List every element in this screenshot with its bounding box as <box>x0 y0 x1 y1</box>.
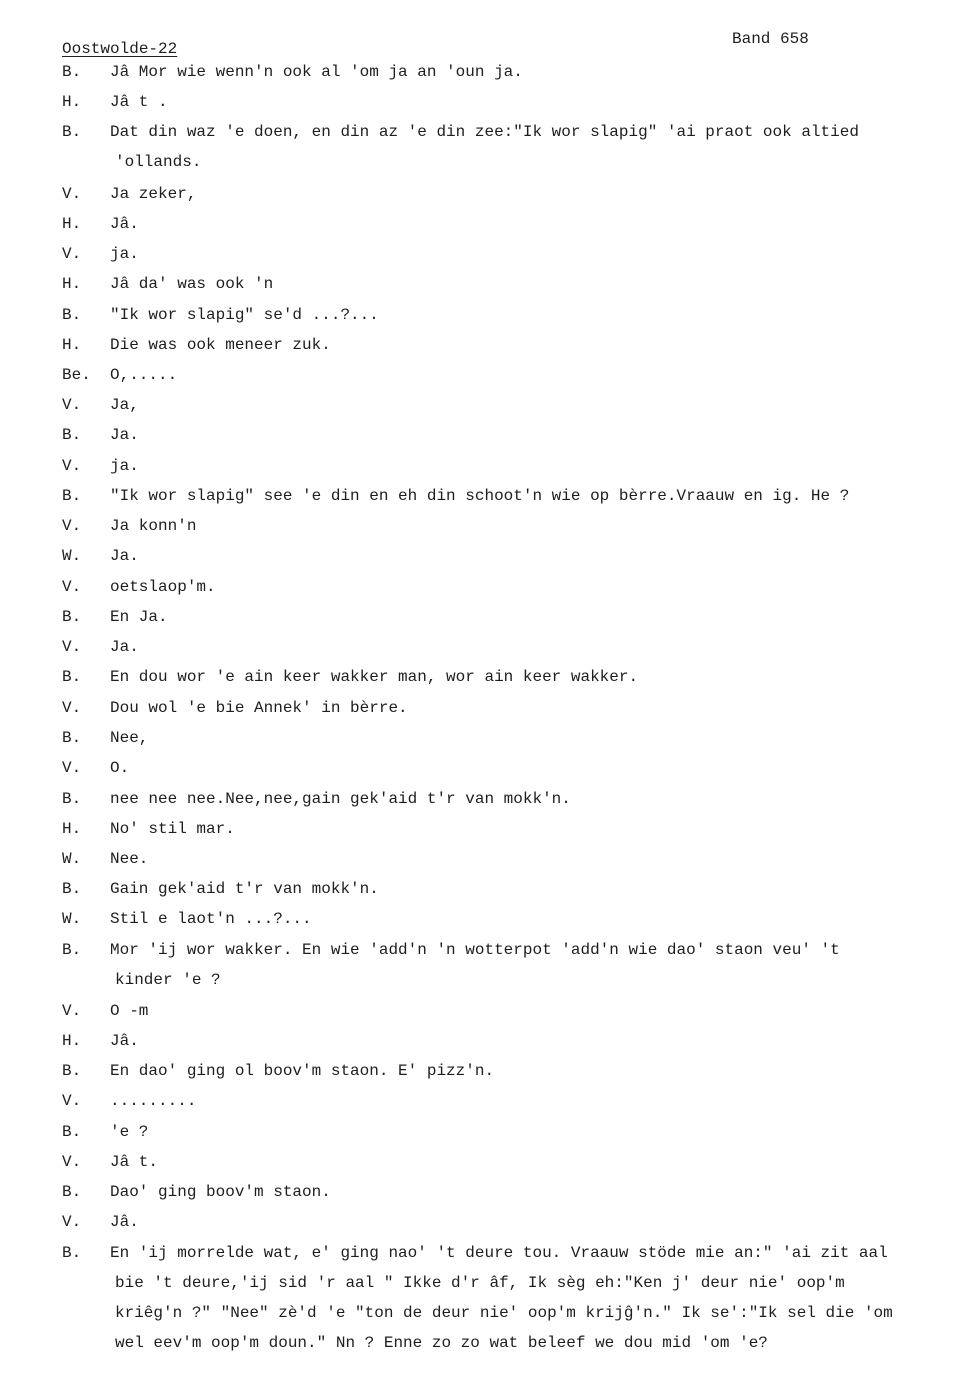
transcript-line <box>0 517 973 539</box>
utterance-text: Ja zeker, <box>110 185 197 203</box>
transcript-line <box>0 1062 973 1084</box>
speaker-label: H. <box>62 820 82 838</box>
speaker-label: H. <box>62 1032 82 1050</box>
utterance-text: Die was ook meneer zuk. <box>110 336 331 354</box>
utterance-text: Jâ. <box>110 215 139 233</box>
speaker-label: B. <box>62 1062 82 1080</box>
speaker-label: V. <box>62 1002 82 1020</box>
speaker-label: H. <box>62 215 82 233</box>
transcript-line <box>0 1304 973 1326</box>
transcript-line <box>0 487 973 509</box>
speaker-label: B. <box>62 63 82 81</box>
speaker-label: W. <box>62 547 82 565</box>
transcript-line <box>0 1244 973 1266</box>
transcript-line <box>0 759 973 781</box>
utterance-text: Jâ. <box>110 1213 139 1231</box>
utterance-continuation: 'ollands. <box>115 153 202 171</box>
speaker-label: B. <box>62 1244 82 1262</box>
transcript-line <box>0 820 973 842</box>
utterance-text: Ja. <box>110 426 139 444</box>
utterance-text: En dao' ging ol boov'm staon. E' pizz'n. <box>110 1062 495 1080</box>
transcript-line <box>0 1153 973 1175</box>
speaker-label: V. <box>62 699 82 717</box>
speaker-label: B. <box>62 790 82 808</box>
transcript-line <box>0 578 973 600</box>
transcript-line <box>0 1334 973 1356</box>
transcript-line <box>0 1274 973 1296</box>
transcript-line <box>0 396 973 418</box>
transcript-line <box>0 547 973 569</box>
utterance-text: Jâ Mor wie wenn'n ook al 'om ja an 'oun ja. <box>110 63 523 81</box>
utterance-continuation: wel eev'm oop'm doun." Nn ? Enne zo zo wat beleef we dou mid 'om 'e? <box>115 1334 768 1352</box>
transcript-line <box>0 306 973 328</box>
utterance-continuation: kinder 'e ? <box>115 971 221 989</box>
transcript-line <box>0 1092 973 1114</box>
utterance-text: Dou wol 'e bie Annek' in bèrre. <box>110 699 408 717</box>
utterance-text: Stil e laot'n ...?... <box>110 910 312 928</box>
utterance-text: Nee, <box>110 729 149 747</box>
transcript-line <box>0 185 973 207</box>
speaker-label: V. <box>62 1213 82 1231</box>
transcript-line <box>0 275 973 297</box>
speaker-label: H. <box>62 336 82 354</box>
transcript-line <box>0 426 973 448</box>
speaker-label: V. <box>62 1153 82 1171</box>
speaker-label: B. <box>62 306 82 324</box>
utterance-text: O. <box>110 759 130 777</box>
utterance-text: ......... <box>110 1092 197 1110</box>
transcript-line <box>0 1002 973 1024</box>
transcript-line <box>0 457 973 479</box>
utterance-text: ja. <box>110 457 139 475</box>
utterance-text: "Ik wor slapig" se'd ...?... <box>110 306 379 324</box>
utterance-text: "Ik wor slapig" see 'e din en eh din schoot'n wie op bèrre.Vraauw en ig. He ? <box>110 487 850 505</box>
transcript-line <box>0 941 973 963</box>
utterance-text: Ja konn'n <box>110 517 197 535</box>
transcript-line <box>0 1183 973 1205</box>
speaker-label: B. <box>62 487 82 505</box>
speaker-label: V. <box>62 185 82 203</box>
transcript-line <box>0 880 973 902</box>
utterance-text: oetslaop'm. <box>110 578 216 596</box>
transcript-line <box>0 1213 973 1235</box>
transcript-line <box>0 1032 973 1054</box>
speaker-label: W. <box>62 910 82 928</box>
utterance-text: Dao' ging boov'm staon. <box>110 1183 331 1201</box>
document-title: Oostwolde-22 <box>62 40 178 58</box>
speaker-label: B. <box>62 668 82 686</box>
band-label: Band 658 <box>732 30 809 48</box>
speaker-label: B. <box>62 941 82 959</box>
transcript-line <box>0 910 973 932</box>
transcript-line <box>0 123 973 145</box>
utterance-text: O,..... <box>110 366 178 384</box>
transcript-line <box>0 971 973 993</box>
utterance-text: En dou wor 'e ain keer wakker man, wor ain keer wakker. <box>110 668 639 686</box>
speaker-label: V. <box>62 578 82 596</box>
speaker-label: B. <box>62 729 82 747</box>
utterance-text: Jâ da' was ook 'n <box>110 275 274 293</box>
utterance-text: Ja. <box>110 547 139 565</box>
transcript-line <box>0 366 973 388</box>
transcript-line <box>0 63 973 85</box>
utterance-text: Jâ t. <box>110 1153 159 1171</box>
speaker-label: B. <box>62 1183 82 1201</box>
speaker-label: B. <box>62 426 82 444</box>
transcript-line <box>0 638 973 660</box>
speaker-label: V. <box>62 457 82 475</box>
utterance-text: En Ja. <box>110 608 168 626</box>
transcript-line <box>0 668 973 690</box>
speaker-label: V. <box>62 396 82 414</box>
speaker-label: H. <box>62 275 82 293</box>
utterance-continuation: bie 't deure,'ij sid 'r aal " Ikke d'r âf, Ik sèg eh:"Ken j' deur nie' oop'm <box>115 1274 845 1292</box>
utterance-text: Mor 'ij wor wakker. En wie 'add'n 'n wotterpot 'add'n wie dao' staon veu' 't <box>110 941 840 959</box>
speaker-label: H. <box>62 93 82 111</box>
speaker-label: V. <box>62 638 82 656</box>
transcript-line <box>0 790 973 812</box>
speaker-label: V. <box>62 245 82 263</box>
transcript-line <box>0 608 973 630</box>
speaker-label: Be. <box>62 366 91 384</box>
speaker-label: B. <box>62 123 82 141</box>
utterance-text: Jâ. <box>110 1032 139 1050</box>
utterance-text: No' stil mar. <box>110 820 235 838</box>
transcript-line <box>0 215 973 237</box>
speaker-label: V. <box>62 759 82 777</box>
utterance-text: Ja, <box>110 396 139 414</box>
transcript-line <box>0 336 973 358</box>
utterance-text: Ja. <box>110 638 139 656</box>
utterance-continuation: kriêg'n ?" "Nee" zè'd 'e "ton de deur nie' oop'm krijĝ'n." Ik se':"Ik sel die 'om <box>115 1304 893 1322</box>
utterance-text: 'e ? <box>110 1123 149 1141</box>
utterance-text: Nee. <box>110 850 149 868</box>
transcript-line <box>0 93 973 115</box>
utterance-text: En 'ij morrelde wat, e' ging nao' 't deure tou. Vraauw stöde mie an:" 'ai zit aal <box>110 1244 888 1262</box>
utterance-text: O -m <box>110 1002 149 1020</box>
speaker-label: B. <box>62 880 82 898</box>
transcript-line <box>0 729 973 751</box>
utterance-text: nee nee nee.Nee,nee,gain gek'aid t'r van mokk'n. <box>110 790 571 808</box>
transcript-line <box>0 1123 973 1145</box>
utterance-text: Gain gek'aid t'r van mokk'n. <box>110 880 379 898</box>
transcript-line <box>0 850 973 872</box>
speaker-label: B. <box>62 1123 82 1141</box>
speaker-label: V. <box>62 517 82 535</box>
speaker-label: B. <box>62 608 82 626</box>
utterance-text: Dat din waz 'e doen, en din az 'e din zee:"Ik wor slapig" 'ai praot ook altied <box>110 123 859 141</box>
utterance-text: ja. <box>110 245 139 263</box>
transcript-line <box>0 699 973 721</box>
transcript-line <box>0 153 973 175</box>
utterance-text: Jâ t . <box>110 93 168 111</box>
speaker-label: W. <box>62 850 82 868</box>
speaker-label: V. <box>62 1092 82 1110</box>
transcript-line <box>0 245 973 267</box>
